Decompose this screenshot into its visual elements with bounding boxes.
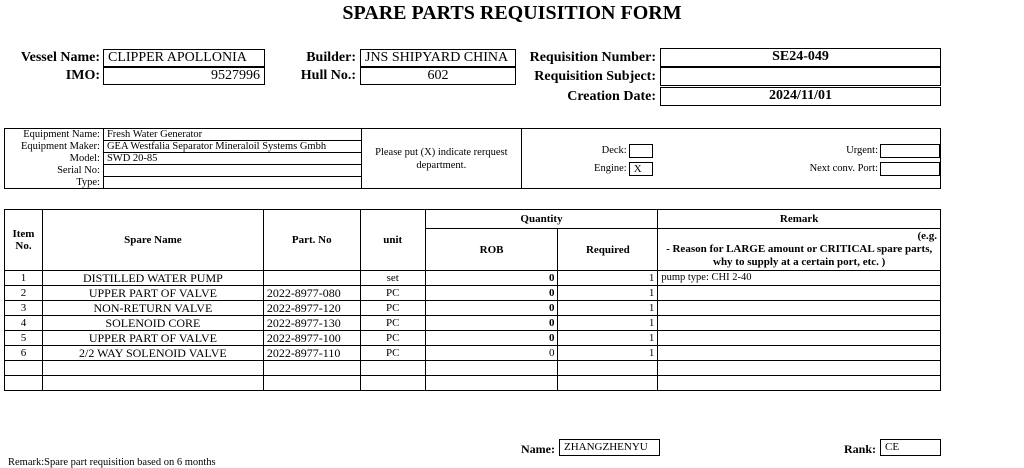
unit-cell[interactable]: set <box>360 271 425 286</box>
rob-cell[interactable]: 0 <box>425 316 558 331</box>
imo-label: IMO: <box>65 68 100 83</box>
remark-eg: (e.g. <box>917 230 937 242</box>
unit-cell[interactable] <box>360 376 425 391</box>
remark-cell[interactable] <box>658 331 941 346</box>
deck-engine-cell <box>521 129 666 189</box>
rank-field[interactable]: CE <box>880 439 941 456</box>
requisition-number-field[interactable]: SE24-049 <box>660 48 941 67</box>
spare-name-cell[interactable] <box>42 376 263 391</box>
table-row <box>5 271 941 286</box>
item-no-header: Item No. <box>5 210 43 271</box>
builder-label: Builder: <box>306 50 356 65</box>
part-no-cell[interactable]: 2022-8977-080 <box>263 286 360 301</box>
part-no-cell[interactable]: 2022-8977-110 <box>263 346 360 361</box>
model-field[interactable]: SWD 20-85 <box>103 153 361 165</box>
rob-cell[interactable]: 0 <box>425 346 558 361</box>
rob-cell[interactable]: 0 <box>425 271 558 286</box>
equipment-name-field[interactable]: Fresh Water Generator <box>103 129 361 141</box>
rank-label: Rank: <box>843 442 876 456</box>
rob-cell[interactable]: 0 <box>425 301 558 316</box>
remark-cell[interactable] <box>658 361 941 376</box>
remark-cell[interactable]: pump type: CHI 2-40 <box>658 271 941 286</box>
spare-name-cell[interactable]: UPPER PART OF VALVE <box>42 286 263 301</box>
item-no-cell[interactable]: 4 <box>5 316 43 331</box>
deck-field[interactable] <box>629 144 653 158</box>
item-no-cell[interactable]: 2 <box>5 286 43 301</box>
vessel-name-label: Vessel Name: <box>20 50 100 65</box>
rob-cell[interactable]: 0 <box>425 331 558 346</box>
required-cell[interactable]: 1 <box>558 331 658 346</box>
required-cell[interactable]: 1 <box>558 346 658 361</box>
part-no-cell[interactable] <box>263 376 360 391</box>
spare-name-cell[interactable]: UPPER PART OF VALVE <box>42 331 263 346</box>
urgent-field[interactable] <box>880 144 940 158</box>
requisition-subject-label: Requisition Subject: <box>534 69 656 84</box>
spare-name-header: Spare Name <box>42 210 263 271</box>
name-label: Name: <box>521 442 555 456</box>
spare-name-cell[interactable]: NON-RETURN VALVE <box>42 301 263 316</box>
creation-date-field[interactable]: 2024/11/01 <box>660 87 941 106</box>
name-field[interactable]: ZHANGZHENYU <box>559 439 660 456</box>
spare-name-cell[interactable]: SOLENOID CORE <box>42 316 263 331</box>
equipment-table <box>4 128 941 189</box>
requisition-number-label: Requisition Number: <box>529 50 656 65</box>
remark-header: Remark <box>658 210 941 229</box>
remark-cell[interactable] <box>658 376 941 391</box>
table-row <box>5 346 941 361</box>
table-row <box>5 316 941 331</box>
item-no-cell[interactable] <box>5 361 43 376</box>
remark-cell[interactable] <box>658 316 941 331</box>
item-no-cell[interactable]: 5 <box>5 331 43 346</box>
unit-cell[interactable]: PC <box>360 316 425 331</box>
remark-cell[interactable] <box>658 301 941 316</box>
hull-label: Hull No.: <box>300 68 356 83</box>
form-title: SPARE PARTS REQUISITION FORM <box>342 2 682 24</box>
part-no-cell[interactable]: 2022-8977-130 <box>263 316 360 331</box>
builder-field[interactable]: JNS SHIPYARD CHINA <box>360 49 516 67</box>
urgent-port-cell <box>666 129 941 189</box>
hull-field[interactable]: 602 <box>360 67 516 85</box>
rob-cell[interactable] <box>425 361 558 376</box>
next-port-label: Next conv. Port: <box>809 163 878 174</box>
table-row <box>5 361 941 376</box>
engine-field[interactable]: X <box>629 162 653 176</box>
type-field[interactable] <box>103 177 361 189</box>
remark-cell[interactable] <box>658 346 941 361</box>
spare-parts-table <box>4 209 941 391</box>
item-no-cell[interactable] <box>5 376 43 391</box>
part-no-header: Part. No <box>263 210 360 271</box>
department-instruction: Please put (X) indicate rerquest department. <box>361 129 521 189</box>
vessel-name-field[interactable]: CLIPPER APOLLONIA <box>103 49 265 67</box>
table-row <box>5 331 941 346</box>
required-header: Required <box>558 229 658 271</box>
item-no-cell[interactable]: 6 <box>5 346 43 361</box>
part-no-cell[interactable]: 2022-8977-100 <box>263 331 360 346</box>
table-row <box>5 376 941 391</box>
spare-name-cell[interactable] <box>42 361 263 376</box>
unit-cell[interactable]: PC <box>360 286 425 301</box>
unit-cell[interactable] <box>360 361 425 376</box>
serial-field[interactable] <box>103 165 361 177</box>
rob-cell[interactable] <box>425 376 558 391</box>
urgent-label: Urgent: <box>846 145 878 156</box>
unit-header: unit <box>360 210 425 271</box>
rob-cell[interactable]: 0 <box>425 286 558 301</box>
part-no-cell[interactable] <box>263 361 360 376</box>
spare-name-cell[interactable]: 2/2 WAY SOLENOID VALVE <box>42 346 263 361</box>
equipment-name-label: Equipment Name: <box>5 129 104 141</box>
footer-remark: Remark:Spare part requisition based on 6 months <box>8 457 216 468</box>
unit-cell[interactable]: PC <box>360 301 425 316</box>
quantity-header: Quantity <box>425 210 658 229</box>
required-cell[interactable] <box>558 376 658 391</box>
next-port-field[interactable] <box>880 162 940 176</box>
item-no-cell[interactable]: 3 <box>5 301 43 316</box>
required-cell[interactable]: 1 <box>558 301 658 316</box>
required-cell[interactable]: 1 <box>558 286 658 301</box>
unit-cell[interactable]: PC <box>360 331 425 346</box>
imo-field[interactable]: 9527996 <box>103 67 265 85</box>
engine-label: Engine: <box>594 163 627 174</box>
item-no-cell[interactable]: 1 <box>5 271 43 286</box>
required-cell[interactable] <box>558 361 658 376</box>
deck-label: Deck: <box>601 145 627 156</box>
part-no-cell[interactable] <box>263 271 360 286</box>
equipment-maker-label: Equipment Maker: <box>5 141 104 153</box>
remark-instructions <box>658 229 941 271</box>
required-cell[interactable]: 1 <box>558 316 658 331</box>
table-row <box>5 286 941 301</box>
requisition-subject-field[interactable] <box>660 67 941 86</box>
rob-header: ROB <box>425 229 558 271</box>
unit-cell[interactable]: PC <box>360 346 425 361</box>
serial-label: Serial No: <box>5 165 104 177</box>
table-row <box>5 301 941 316</box>
remark-note: - Reason for LARGE amount or CRITICAL spare parts, why to supply at a certain port, etc. ) <box>666 243 933 268</box>
spare-name-cell[interactable]: DISTILLED WATER PUMP <box>42 271 263 286</box>
model-label: Model: <box>5 153 104 165</box>
equipment-maker-field[interactable]: GEA Westfalia Separator Mineraloil Systems Gmbh <box>103 141 361 153</box>
type-label: Type: <box>5 177 104 189</box>
remark-cell[interactable] <box>658 286 941 301</box>
required-cell[interactable]: 1 <box>558 271 658 286</box>
part-no-cell[interactable]: 2022-8977-120 <box>263 301 360 316</box>
creation-date-label: Creation Date: <box>567 89 656 104</box>
